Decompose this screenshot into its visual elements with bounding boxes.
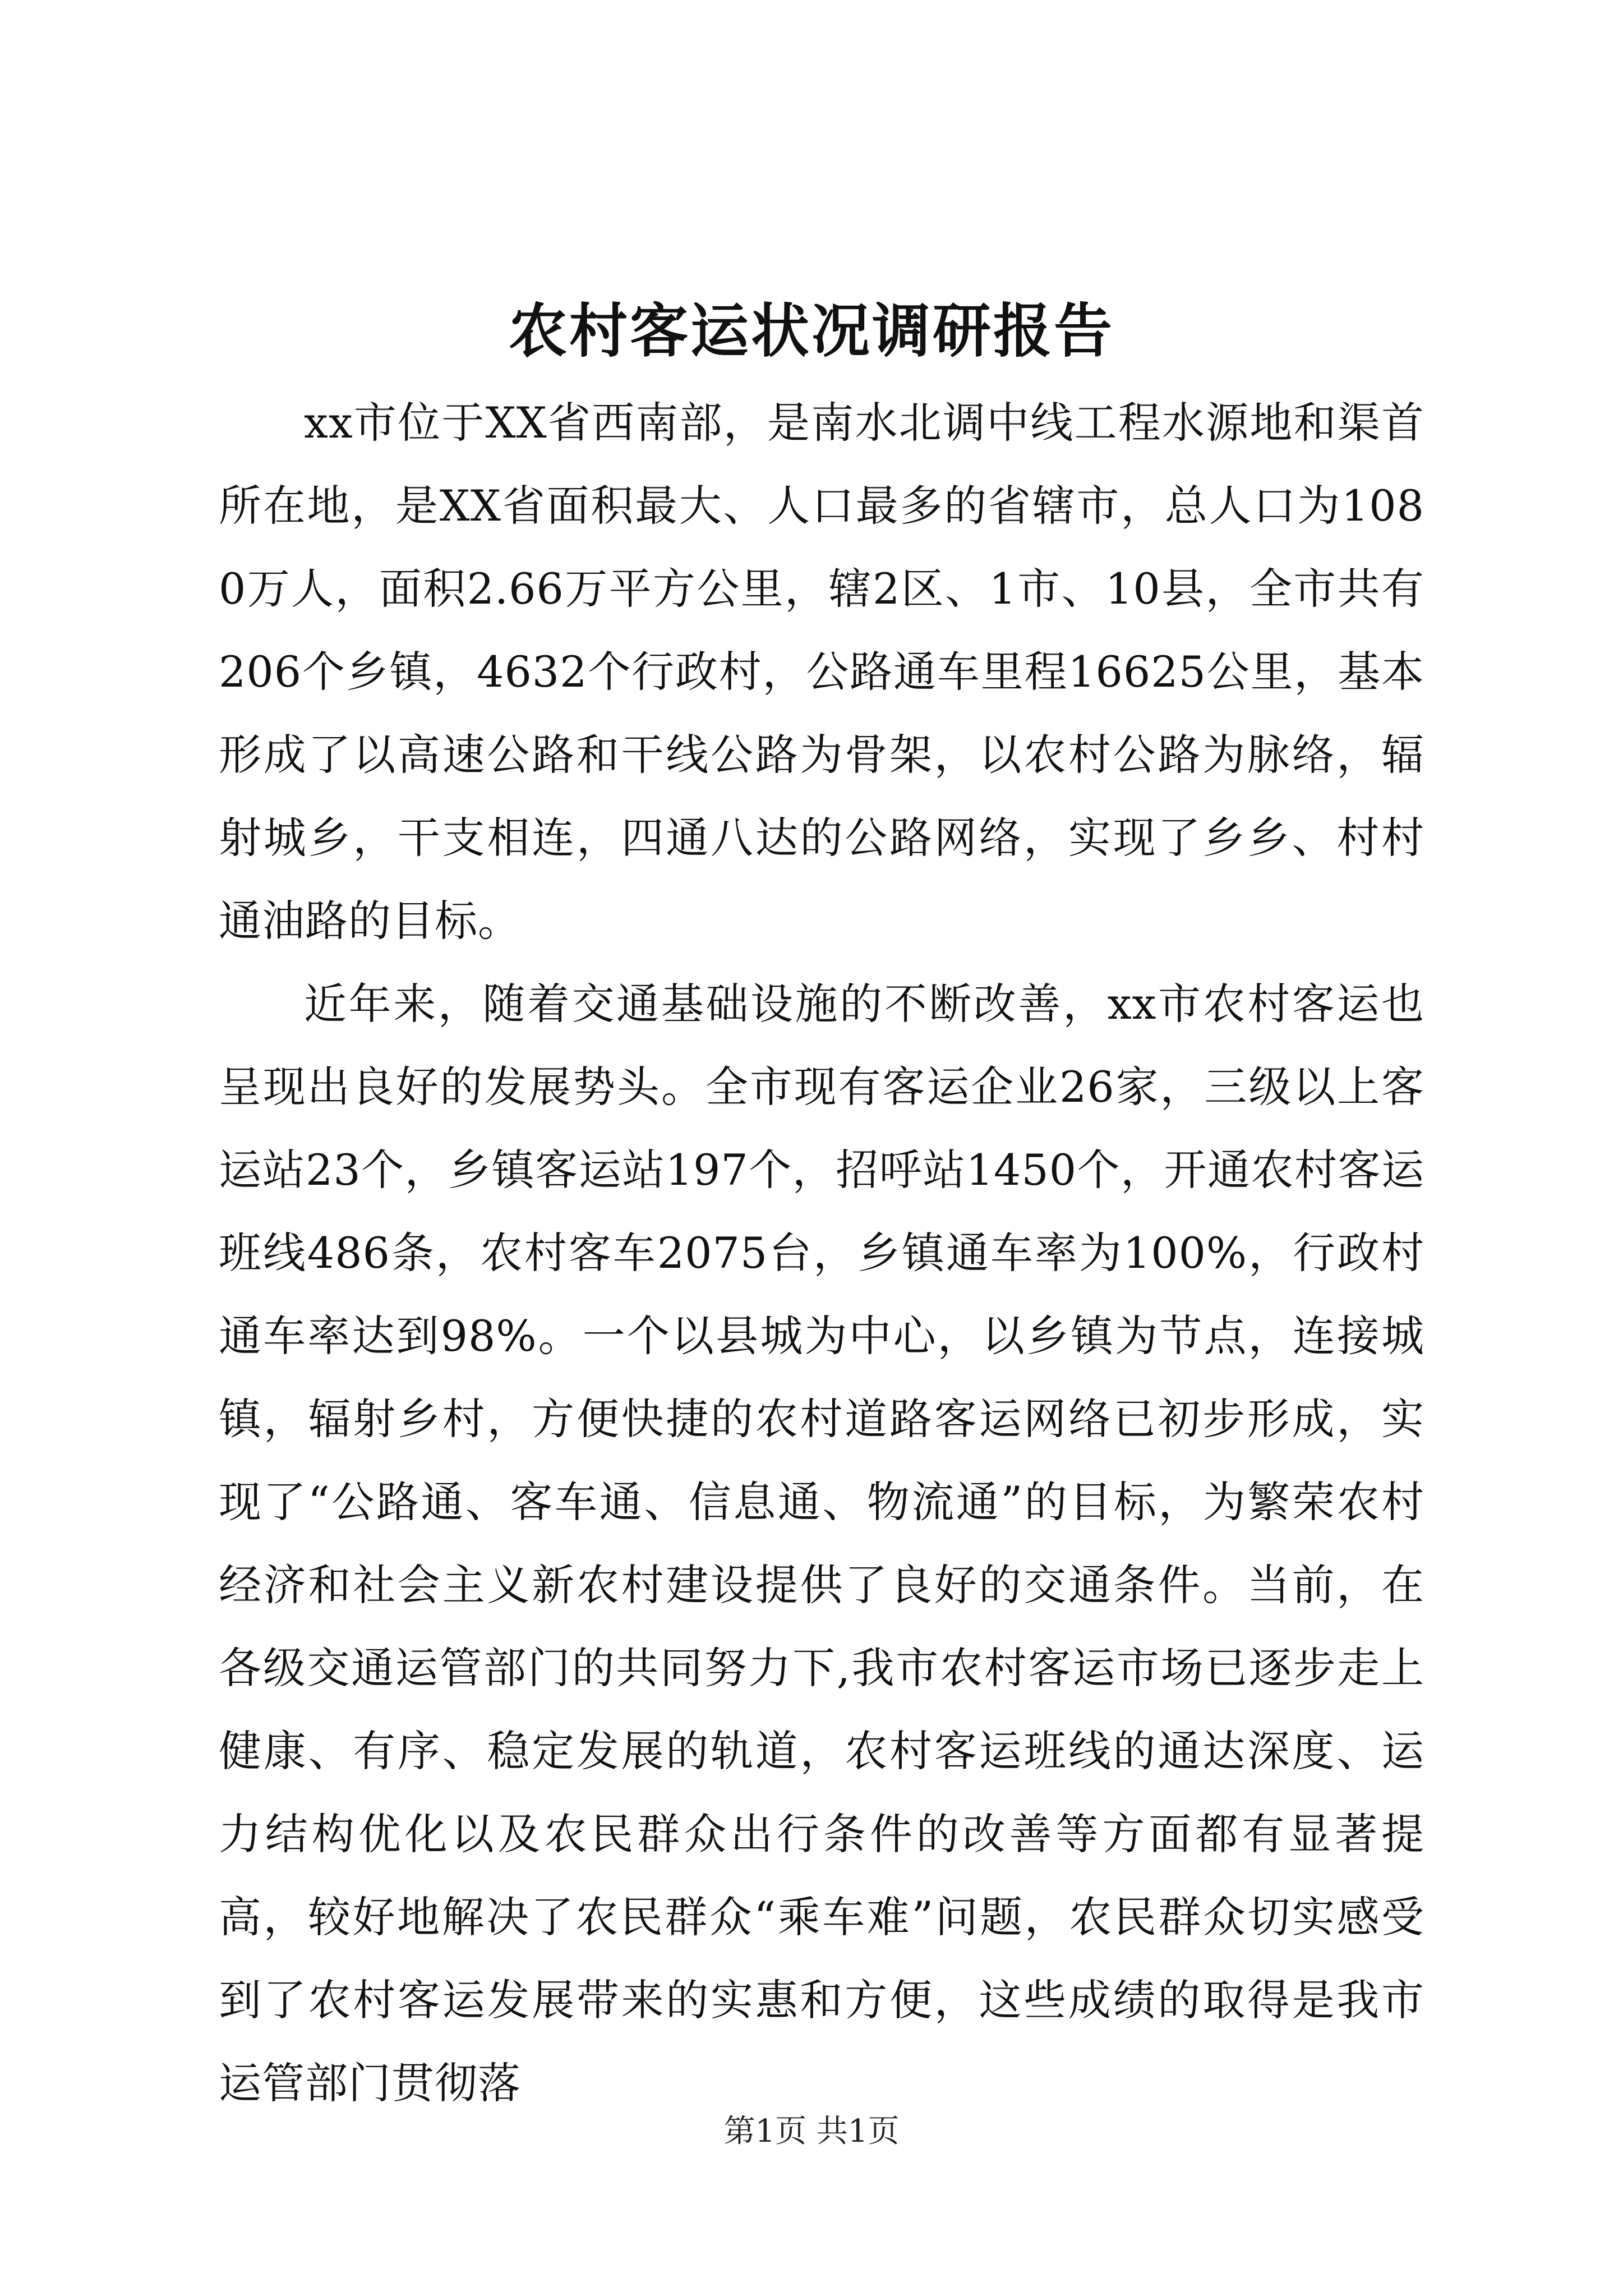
- paragraph-1: xx市位于XX省西南部，是南水北调中线工程水源地和渠首所在地，是XX省面积最大、人口最多的省辖市，总人口为1080万人，面积2.66万平方公里，辖2区、1市、10县，全市共有206个乡镇，4632个行政村，公路通车里程16625公里，基本形成了以高速公路和干线公路为骨架，以农村公路为脉络，辐射城乡，干支相连，四通八达的公路网络，实现了乡乡、村村通油路的目标。: [219, 398, 1424, 946]
- document-body: [219, 381, 1424, 2125]
- document-title: 农村客运状况调研报告: [508, 296, 1114, 365]
- page-footer: 第1页 共1页: [723, 2113, 900, 2150]
- paragraph-2: 近年来，随着交通基础设施的不断改善，xx市农村客运也呈现出良好的发展势头。全市现有客运企业26家，三级以上客运站23个，乡镇客运站197个，招呼站1450个，开通农村客运班线486条，农村客车2075台，乡镇通车率为100%，行政村通车率达到98%。一个以县城为中心，以乡镇为节点，连接城镇，辐射乡村，方便快捷的农村道路客运网络已初步形成，实现了“公路通、客车通、信息通、物流通”的目标，为繁荣农村经济和社会主义新农村建设提供了良好的交通条件。当前，在各级交通运管部门的共同努力下,我市农村客运市场已逐步走上健康、有序、稳定发展的轨道，农村客运班线的通达深度、运力结构优化以及农民群众出行条件的改善等方面都有显著提高，较好地解决了农民群众“乘车难”问题，农民群众切实感受到了农村客运发展带来的实惠和方便，这些成绩的取得是我市运管部门贯彻落: [219, 979, 1424, 2108]
